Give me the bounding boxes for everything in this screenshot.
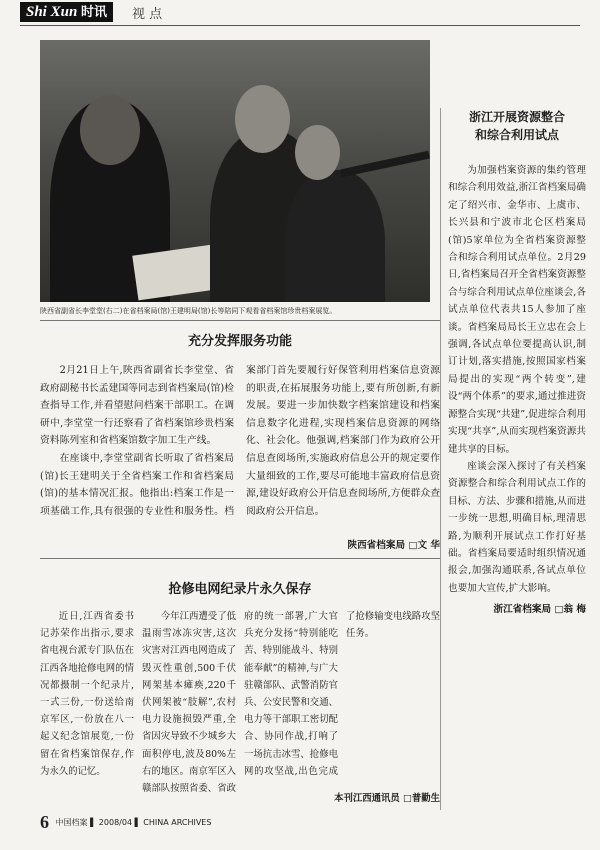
sidebar-signature: 浙江省档案局 □翁 梅 [493,604,586,616]
section-label: 视 点 [132,7,163,22]
column-divider [440,108,441,810]
sidebar-paragraph: 为加强档案资源的集约管理和综合利用效益,浙江省档案局确定了绍兴市、金华市、上虞市、长兴县和宁波市北仑区档案局(馆)5家单位为全省档案资源整合和综合利用试点单位。2月29日,省档案局召开全省档案资源整合与综合利用试点单位座谈会,各试点单位代表共15人参加了座谈。省档案局局长王立忠在会上强调,各试点单位要提高认识,制订计划,落实措施,按照国家档案局提出的实现“两个转变”,建设“两个体系”的要求,通过推进资源整合实现“共建”,促进综合利用实现“共享”,从而实现档案资源共建共享的目标。 [448,165,586,455]
page-footer: 6 中国档案 ▌ 2008/04 ▌ CHINA ARCHIVES [40,812,212,832]
header-rule [20,25,580,26]
article1-paragraph: 2月21日上午,陕西省副省长李堂堂、省政府副秘书长孟建国等同志到省档案局(馆)检查指导工作,并看望慰问档案干部职工。在调研中,李堂堂一行还察看了省档案馆珍贵档案资料陈列室和省档案馆数字加工生产线。 [40,365,234,447]
article2-body [40,608,440,804]
photo-figure-right [285,170,385,302]
caption-rule [40,320,440,321]
article2-paragraph: 今年江西遭受了低温雨雪冰冻灾害,这次灾害对江西电网造成了毁灭性重创,500千伏网架基本瘫痪,220千伏网架被“肢解”,农村电力设施损毁严重,全省因灾导致不少城乡大面积停电,波及80%左右的地区。南京军区入赣部队按照省委、省政府的统一部署,广大官兵充分发扬“特别能吃苦、特别能战斗、特别能奉献”的精神,与广大驻赣部队、武警消防官兵、公安民警和交通、电力等干部职工密切配合、协同作战,打响了一场抗击冰雪、抢修电网的攻坚战,出色完成了抢修输变电线路攻坚任务。 [142,611,440,795]
article2-title: 抢修电网纪录片永久保存 [168,582,312,597]
article2-signature: 本刊江西通讯员 □普勤生 [334,793,440,804]
photo-caption: 陕西省副省长李堂堂(右二)在省档案局(馆)王建明局(馆)长等陪同下观看省档案馆珍贵档案展览。 [40,307,337,315]
article2-paragraph: 近日,江西省委书记苏荣作出指示,要求省电视台派专门队伍在江西各地抢修电网的情况都摄制一个纪录片,一式三份,一份送给南京军区,一份放在八一起义纪念馆展览,一份留在省档案馆保存,作为永久的记忆。 [40,611,134,777]
column-brand [20,2,113,22]
photo-head-center [235,85,290,153]
photo-head-left [80,95,140,165]
brand-cn: 时讯 [81,5,108,20]
brand-latin: Shi Xun [26,4,78,20]
article1-paragraph: 在座谈中,李堂堂副省长听取了省档案局(馆)长王建明关于全省档案工作和省档案局(馆)的基本情况汇报。他指出:档案工作是一项基础工作,具有很强的专业性和服务性。档案部门首先要履行好保管利用档案信息资源的职责,在拓展服务功能上,要有所创新,有新发展。要进一步加快数字档案馆建设和档案信息数字化进程,实现档案信息资源的网络化、社会化。他强调,档案部门作为政府公开信息查阅场所,实施政府信息公开的规定要作大量细致的工作,要尽可能地丰富政府信息资源,建设好政府公开信息查阅场所,方便群众查阅政府公开信息。 [40,365,440,517]
photo-pointing-arm [340,151,430,178]
sidebar-article [448,108,586,615]
sidebar-title-line1: 浙江开展资源整合 [468,110,565,124]
page-header [0,0,600,26]
footer-magazine: 中国档案 [55,818,88,827]
photo-head-right [295,125,340,180]
sidebar-title [448,108,586,144]
news-photo [40,40,430,302]
article1-signature: 陕西省档案局 □文 华 [347,540,440,551]
footer-english: CHINA ARCHIVES [143,818,212,827]
photo-document [132,245,217,301]
footer-issue: 2008/04 [98,818,133,827]
article1-title: 充分发挥服务功能 [187,334,292,349]
article-divider [40,558,440,559]
sidebar-body [448,162,586,597]
article1-body [40,362,440,520]
page-number: 6 [40,812,49,832]
sidebar-title-line2: 和综合利用试点 [474,128,559,142]
sidebar-paragraph: 座谈会深入探讨了有关档案资源整合和综合利用试点工作的目标、方法、步骤和措施,从而进一步统一思想,明确目标,理清思路,为顺利开展试点工作打好基础。省档案局要适时组织情况通报会,加强沟通联系,各试点单位也要加大宣传,扩大影响。 [448,460,586,594]
